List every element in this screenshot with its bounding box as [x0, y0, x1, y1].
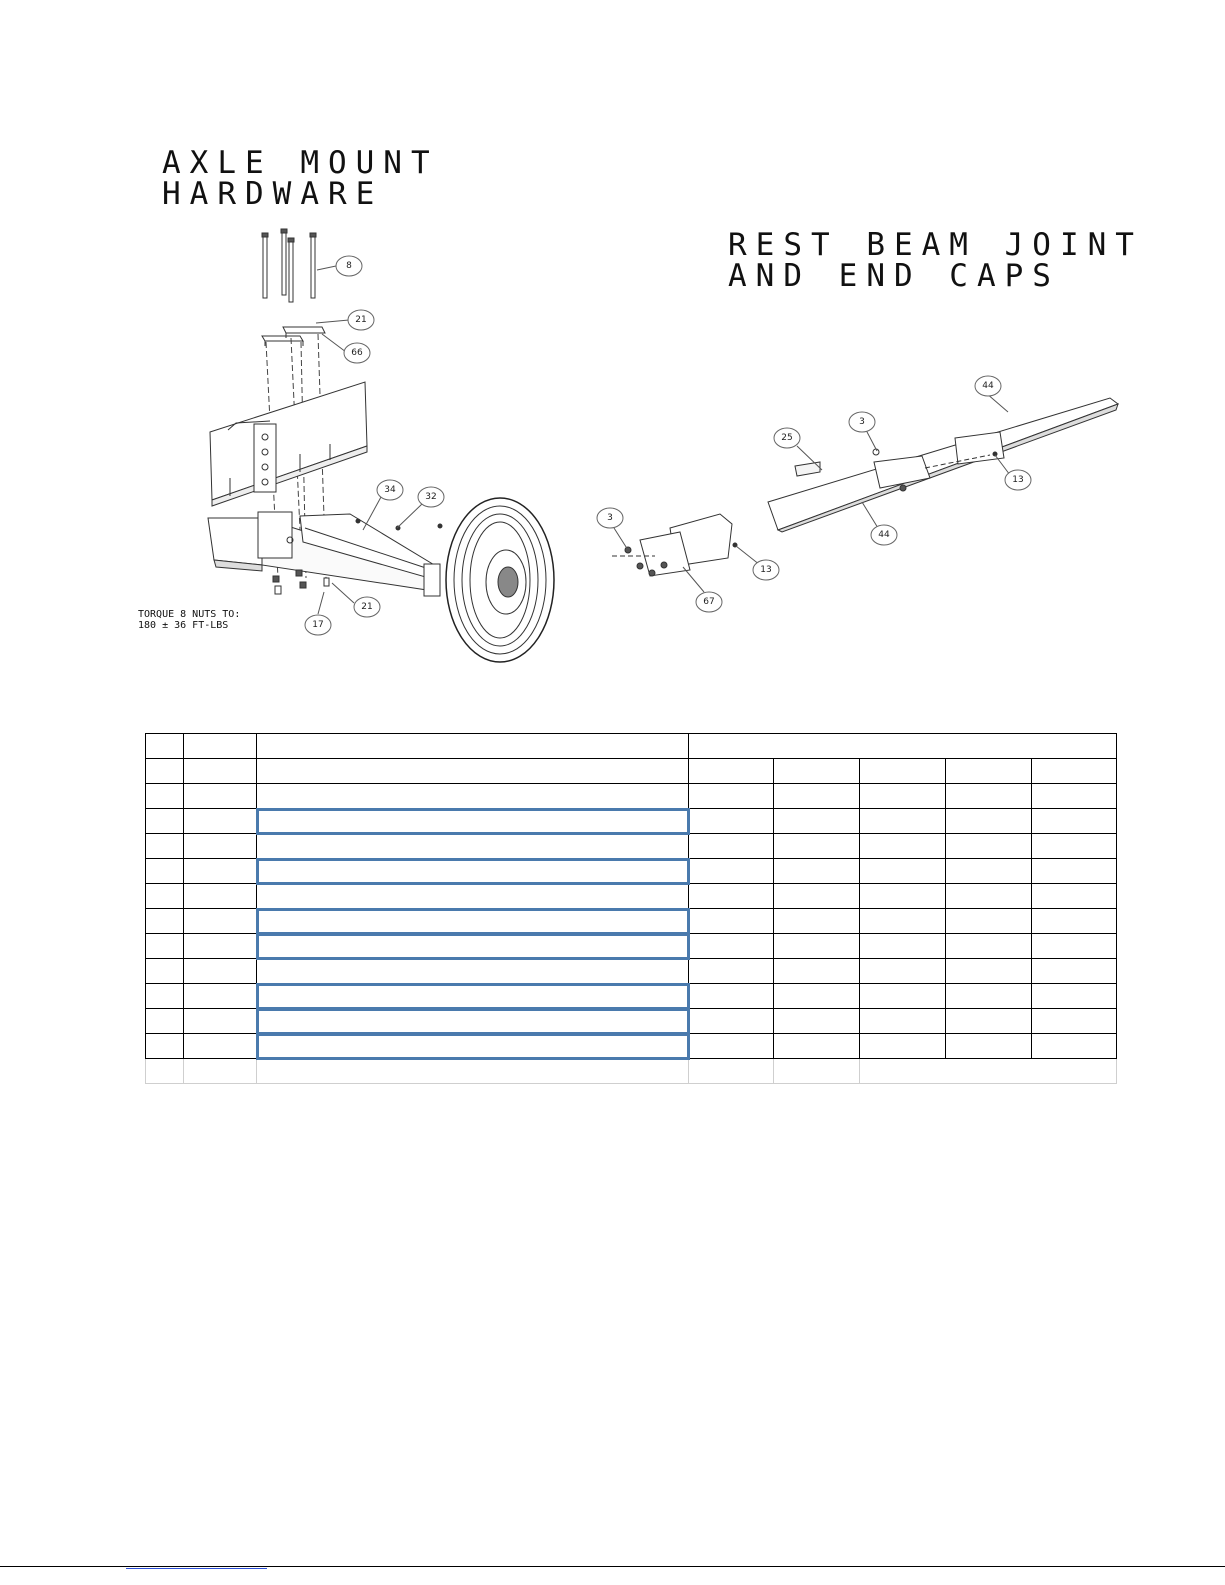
table-row	[146, 784, 1117, 809]
table-cell	[946, 984, 1032, 1009]
table-cell	[257, 759, 689, 784]
table-cell	[146, 784, 184, 809]
callout-8: 8	[346, 261, 352, 271]
table-cell	[146, 984, 184, 1009]
table-row	[146, 759, 1117, 784]
table-row	[146, 834, 1117, 859]
table-cell	[689, 809, 774, 834]
table-cell	[689, 909, 774, 934]
table-cell	[1032, 984, 1117, 1009]
table-cell	[860, 909, 946, 934]
table-cell	[860, 859, 946, 884]
table-cell	[257, 834, 689, 859]
table-row	[146, 884, 1117, 909]
table-cell	[257, 784, 689, 809]
table-cell	[1032, 884, 1117, 909]
callout-44: 44	[982, 381, 994, 391]
table-header-row	[146, 734, 1117, 759]
table-cell	[946, 1034, 1032, 1059]
table-cell	[860, 934, 946, 959]
table-cell	[1032, 909, 1117, 934]
callout-3: 3	[607, 513, 613, 523]
table-cell	[257, 959, 689, 984]
table-cell	[860, 959, 946, 984]
table-cell	[946, 784, 1032, 809]
callout-25: 25	[781, 433, 793, 443]
table-cell	[184, 809, 257, 834]
table-cell	[946, 859, 1032, 884]
table-cell	[184, 884, 257, 909]
table-cell	[146, 759, 184, 784]
table-cell	[860, 1034, 946, 1059]
table-cell	[184, 984, 257, 1009]
table-cell	[146, 734, 184, 759]
table-cell	[1032, 1034, 1117, 1059]
table-row	[146, 934, 1117, 959]
table-cell	[774, 884, 860, 909]
table-cell	[946, 934, 1032, 959]
table-cell	[689, 1009, 774, 1034]
table-cell	[689, 1034, 774, 1059]
callout-21: 21	[355, 315, 367, 325]
table-cell	[774, 759, 860, 784]
table-cell	[774, 834, 860, 859]
table-cell	[689, 759, 774, 784]
table-cell	[1032, 1009, 1117, 1034]
bolt-group	[262, 229, 316, 302]
table-row	[146, 959, 1117, 984]
heading-line: AND END CAPS	[728, 258, 1060, 294]
table-row	[146, 1009, 1117, 1034]
table-cell	[146, 809, 184, 834]
heading-line: HARDWARE	[162, 176, 384, 212]
table-cell	[184, 934, 257, 959]
callout-44: 44	[878, 530, 890, 540]
table-cell	[860, 759, 946, 784]
table-cell	[860, 784, 946, 809]
callout-66: 66	[351, 348, 363, 358]
table-cell	[860, 834, 946, 859]
table-cell	[689, 934, 774, 959]
table-cell	[774, 959, 860, 984]
description-cell[interactable]	[257, 909, 689, 934]
table-cell	[774, 784, 860, 809]
table-cell	[184, 909, 257, 934]
table-cell	[689, 734, 1117, 759]
torque-note	[138, 609, 240, 631]
callout-67: 67	[703, 597, 715, 607]
table-cell	[184, 759, 257, 784]
table-row	[146, 1034, 1117, 1059]
frame-upper	[210, 382, 367, 506]
callout-21: 21	[361, 602, 373, 612]
end-cap	[612, 514, 737, 576]
table-cell	[184, 1059, 257, 1084]
table-cell	[184, 859, 257, 884]
table-cell	[689, 984, 774, 1009]
table-cell	[689, 959, 774, 984]
table-cell	[946, 834, 1032, 859]
exploded-assembly-drawing	[0, 0, 1225, 700]
description-cell[interactable]	[257, 934, 689, 959]
table-cell	[184, 1034, 257, 1059]
table-cell	[146, 1059, 184, 1084]
table-cell	[1032, 859, 1117, 884]
table-cell	[860, 984, 946, 1009]
table-cell	[1032, 759, 1117, 784]
torque-note-line: 180 ± 36 FT-LBS	[138, 620, 229, 631]
table-cell	[774, 1034, 860, 1059]
description-cell[interactable]	[257, 984, 689, 1009]
description-cell[interactable]	[257, 1034, 689, 1059]
callout-13: 13	[760, 565, 772, 575]
table-cell	[946, 884, 1032, 909]
table-row	[146, 909, 1117, 934]
table-cell	[184, 959, 257, 984]
table-cell	[689, 1059, 774, 1084]
callout-32: 32	[425, 492, 437, 502]
table-cell	[146, 834, 184, 859]
table-cell	[774, 984, 860, 1009]
table-cell	[860, 1059, 1117, 1084]
table-cell	[860, 884, 946, 909]
heading-line: AXLE MOUNT	[162, 145, 439, 181]
table-row	[146, 1059, 1117, 1084]
table-cell	[1032, 809, 1117, 834]
table-row	[146, 984, 1117, 1009]
table-cell	[146, 859, 184, 884]
description-cell[interactable]	[257, 859, 689, 884]
rest-beam	[768, 398, 1118, 532]
footer-rule	[0, 1566, 1225, 1567]
callout-34: 34	[384, 485, 396, 495]
axle-plate	[262, 327, 325, 346]
table-cell	[774, 909, 860, 934]
table-cell	[774, 1059, 860, 1084]
table-cell	[184, 1009, 257, 1034]
table-cell	[146, 1009, 184, 1034]
torque-note-line: TORQUE 8 NUTS TO:	[138, 609, 241, 620]
footer-link-underline[interactable]	[126, 1568, 267, 1569]
description-cell[interactable]	[257, 809, 689, 834]
table-cell	[774, 859, 860, 884]
table-cell	[860, 809, 946, 834]
callout-3: 3	[859, 417, 865, 427]
table-cell	[689, 784, 774, 809]
table-cell	[146, 909, 184, 934]
table-cell	[184, 784, 257, 809]
table-cell	[184, 834, 257, 859]
table-cell	[946, 959, 1032, 984]
table-cell	[146, 884, 184, 909]
heading-line: REST BEAM JOINT	[728, 227, 1143, 263]
table-cell	[1032, 934, 1117, 959]
table-row	[146, 809, 1117, 834]
table-cell	[1032, 834, 1117, 859]
table-cell	[257, 734, 689, 759]
table-cell	[257, 1059, 689, 1084]
table-cell	[774, 934, 860, 959]
table-cell	[257, 884, 689, 909]
table-cell	[774, 809, 860, 834]
table-cell	[1032, 959, 1117, 984]
table-cell	[1032, 784, 1117, 809]
callout-17: 17	[312, 620, 324, 630]
table-cell	[146, 1034, 184, 1059]
table-cell	[946, 1009, 1032, 1034]
table-cell	[184, 734, 257, 759]
parts-table	[145, 733, 1117, 1084]
table-cell	[774, 1009, 860, 1034]
table-cell	[689, 884, 774, 909]
table-cell	[146, 959, 184, 984]
table-cell	[689, 834, 774, 859]
table-row	[146, 859, 1117, 884]
table-cell	[946, 759, 1032, 784]
table-cell	[689, 859, 774, 884]
wheel	[446, 498, 554, 662]
table-cell	[946, 809, 1032, 834]
table-cell	[946, 909, 1032, 934]
callout-13: 13	[1012, 475, 1024, 485]
table-cell	[146, 934, 184, 959]
table-cell	[860, 1009, 946, 1034]
description-cell[interactable]	[257, 1009, 689, 1034]
